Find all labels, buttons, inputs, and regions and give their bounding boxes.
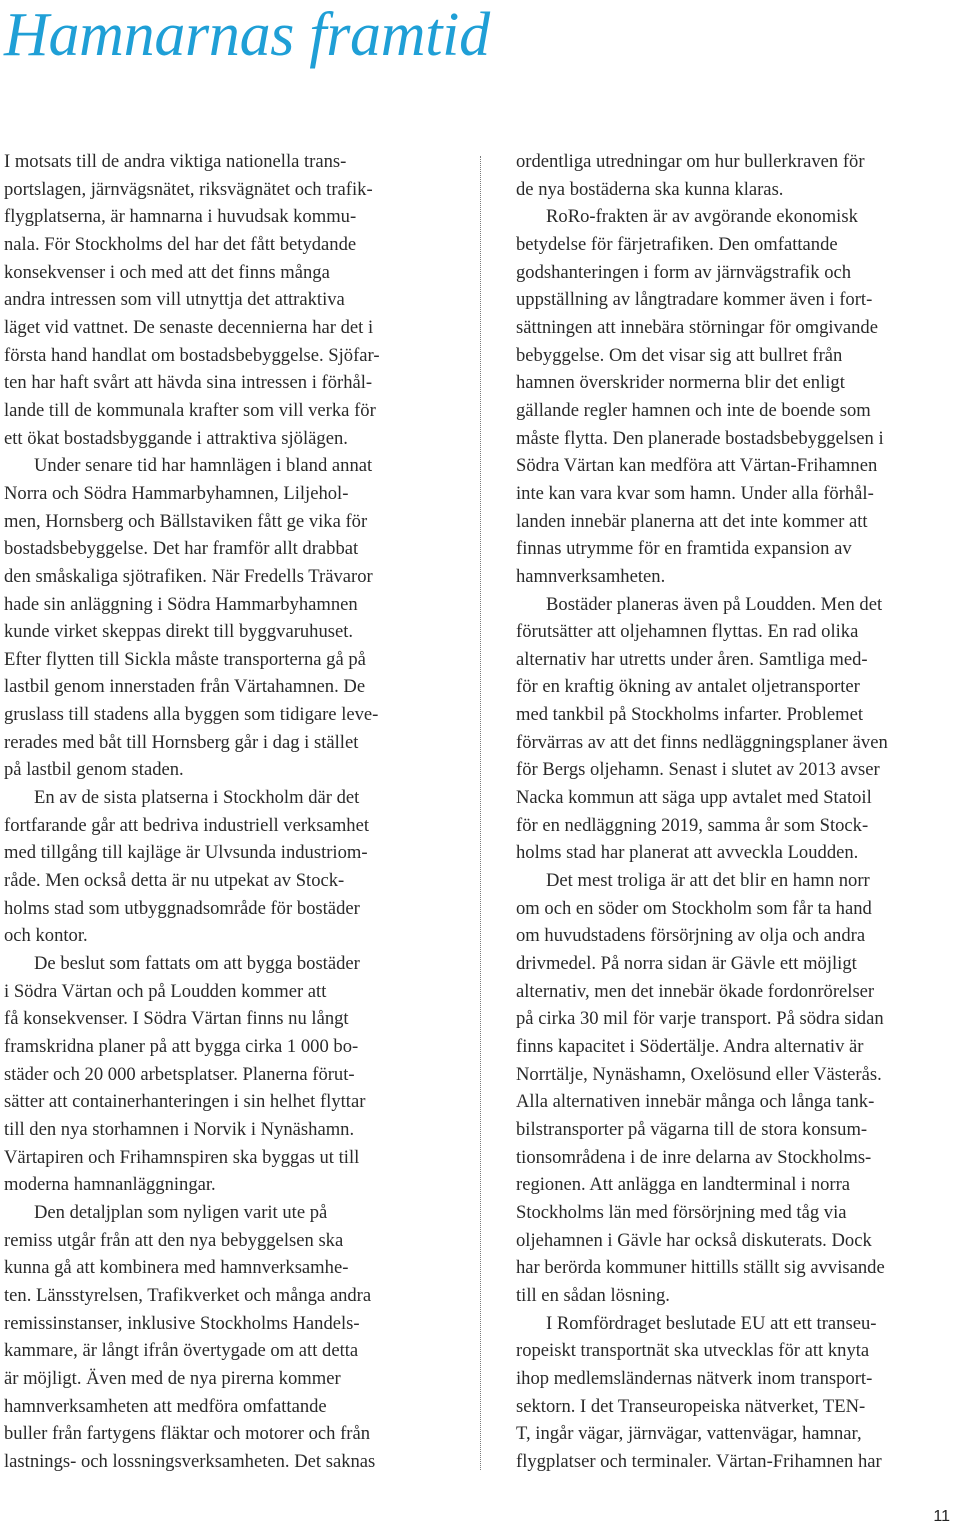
text-line: till en sådan lösning.	[516, 1284, 670, 1306]
text-line: uppställning av långtradare kommer även i fort-	[516, 289, 873, 311]
text-line: om huvudstadens försörjning av olja och andra	[516, 925, 866, 947]
text-line: måste flytta. Den planerade bostadsbebyggelsen i	[516, 427, 884, 449]
text-line: inte kan vara kvar som hamn. Under alla förhål-	[516, 482, 874, 504]
text-line: landen innebär planerna att det inte kommer att	[516, 510, 868, 532]
text-line: holms stad som utbyggnadsområde för bostäder	[4, 897, 360, 919]
text-line: gruslass till stadens alla byggen som tidigare leve-	[4, 704, 379, 726]
text-line: lastnings- och lossningsverksamheten. Det saknas	[4, 1450, 376, 1472]
text-line: råde. Men också detta är nu utpekat av Stock-	[4, 870, 345, 892]
text-line: läget vid vattnet. De senaste decennierna har det i	[4, 316, 374, 338]
text-line: ropeiskt transportnät ska utvecklas för att knyta	[516, 1340, 870, 1362]
text-line: Värtapiren och Frihamnspiren ska byggas ut till	[4, 1146, 360, 1168]
text-line: hamnverksamheten att medföra omfattande	[4, 1395, 327, 1417]
text-line: första hand handlat om bostadsbebyggelse. Sjöfar-	[4, 344, 380, 366]
text-line: hamnen överskrider normerna blir det enligt	[516, 372, 845, 394]
text-line: kunde virket skeppas direkt till byggvaruhuset.	[4, 621, 354, 643]
text-line: oljehamnen i Gävle har också diskuterats. Dock	[516, 1229, 872, 1251]
text-line: tionsområdena i de inre delarna av Stockholms-	[516, 1146, 872, 1168]
text-line: alternativ har utretts under åren. Samtliga med-	[516, 648, 868, 670]
text-line: rerades med båt till Hornsberg går i dag i stället	[4, 731, 359, 753]
text-line: Nacka kommun att säga upp avtalet med Statoil	[516, 787, 872, 809]
text-line: Efter flytten till Sickla måste transporterna gå på	[4, 648, 366, 670]
right-text-column	[516, 148, 960, 1476]
text-line: sättningen att innebära störningar för omgivande	[516, 316, 878, 338]
left-text-column	[4, 148, 452, 1476]
text-line: framskridna planer på att bygga cirka 1 000 bo-	[4, 1036, 359, 1057]
text-line: lastbil genom innerstaden från Värtahamnen. De	[4, 676, 366, 698]
text-line: lande till de kommunala krafter som vill verka för	[4, 399, 376, 421]
text-line: är möjligt. Även med de nya pirerna kommer	[4, 1367, 341, 1389]
text-line: flygplatser och terminaler. Värtan-Frihamnen har	[516, 1450, 882, 1472]
text-line: godshanteringen i form av järnvägstrafik och	[516, 261, 852, 283]
text-line: regionen. Att anlägga en landterminal i norra	[516, 1174, 851, 1196]
text-line: i Södra Värtan och på Loudden kommer att	[4, 980, 327, 1002]
text-line: för en kraftig ökning av antalet oljetransporter	[516, 676, 860, 698]
text-line: Bostäder planeras även på Loudden. Men det	[546, 593, 883, 615]
text-line: remiss utgår från att den nya bebyggelsen ska	[4, 1229, 344, 1251]
text-line: buller från fartygens fläktar och motorer och från	[4, 1423, 371, 1445]
text-line: flygplatserna, är hamnarna i huvudsak kommu-	[4, 206, 357, 228]
text-line: den småskaliga sjötrafiken. När Fredells Trävaror	[4, 565, 373, 587]
text-line: med tillgång till kajläge är Ulvsunda industriom-	[4, 842, 368, 864]
text-line: sektorn. I det Transeuropeiska nätverket, TEN-	[516, 1395, 866, 1417]
text-line: bebyggelse. Om det visar sig att bullret från	[516, 344, 843, 366]
text-line: städer och 20 000 arbetsplatser. Planerna förut-	[4, 1063, 355, 1085]
text-line: alternativ, men det innebär ökade fordonrörelser	[516, 980, 875, 1002]
text-line: de nya bostäderna ska kunna klaras.	[516, 178, 784, 200]
text-line: och kontor.	[4, 925, 88, 947]
text-line: finns kapacitet i Södertälje. Andra alternativ är	[516, 1036, 864, 1057]
text-line: hade sin anläggning i Södra Hammarbyhamnen	[4, 593, 358, 615]
text-line: få konsekvenser. I Södra Värtan finns nu långt	[4, 1008, 349, 1030]
text-line: för en nedläggning 2019, samma år som Stock-	[516, 814, 869, 836]
text-line: Det mest troliga är att det blir en hamn norr	[546, 870, 870, 892]
text-line: förvärras av att det finns nedläggningsplaner även	[516, 731, 888, 753]
text-line: I Romfördraget beslutade EU att ett transeu-	[546, 1312, 877, 1334]
page-title: Hamnarnas framtid	[4, 1, 490, 69]
text-line: bilstransporter på vägarna till de stora konsum-	[516, 1118, 868, 1140]
text-line: drivmedel. På norra sidan är Gävle ett möjligt	[516, 953, 857, 975]
text-line: remissinstanser, inklusive Stockholms Handels-	[4, 1312, 360, 1334]
text-line: Norra och Södra Hammarbyhamnen, Liljehol-	[4, 482, 349, 504]
text-line: har berörda kommuner hittills ställt sig avvisande	[516, 1257, 885, 1279]
text-line: fortfarande går att bedriva industriell verksamhet	[4, 814, 370, 836]
text-line: förutsätter att oljehamnen flyttas. En rad olika	[516, 621, 859, 643]
text-line: på cirka 30 mil för varje transport. På södra sidan	[516, 1008, 884, 1030]
page-number: 11	[933, 1508, 950, 1525]
text-line: hamnverksamheten.	[516, 565, 666, 587]
text-line: ihop medlemsländernas nätverk inom transport-	[516, 1367, 873, 1389]
text-line: om och en söder om Stockholm som får ta hand	[516, 897, 872, 919]
text-line: I motsats till de andra viktiga nationella trans-	[4, 151, 347, 172]
text-line: RoRo-frakten är av avgörande ekonomisk	[546, 206, 858, 228]
text-line: moderna hamnanläggningar.	[4, 1174, 216, 1196]
text-line: Södra Värtan kan medföra att Värtan-Frihamnen	[516, 455, 878, 477]
text-line: Norrtälje, Nynäshamn, Oxelösund eller Västerås.	[516, 1063, 882, 1085]
text-line: på lastbil genom staden.	[4, 759, 184, 781]
text-line: holms stad har planerat att avveckla Loudden.	[516, 842, 859, 864]
text-line: ten har haft svårt att hävda sina intressen i förhål-	[4, 372, 373, 394]
text-line: kunna gå att kombinera med hamnverksamhe-	[4, 1257, 349, 1279]
text-line: bostadsbebyggelse. Det har framför allt drabbat	[4, 538, 359, 560]
text-line: Den detaljplan som nyligen varit ute på	[34, 1201, 328, 1223]
text-line: portslagen, järnvägsnätet, riksvägnätet och trafik-	[4, 178, 373, 200]
text-line: Alla alternativen innebär många och långa tank-	[516, 1091, 875, 1113]
text-line: T, ingår vägar, järnvägar, vattenvägar, hamnar,	[516, 1423, 862, 1445]
text-line: kammare, är långt ifrån övertygade om att detta	[4, 1340, 359, 1362]
text-line: En av de sista platserna i Stockholm där det	[34, 787, 360, 809]
text-line: konsekvenser i och med att det finns många	[4, 261, 330, 283]
text-line: De beslut som fattats om att bygga bostäder	[34, 953, 360, 975]
text-line: ten. Länsstyrelsen, Trafikverket och många andra	[4, 1284, 372, 1306]
text-line: ordentliga utredningar om hur bullerkraven för	[516, 151, 865, 172]
text-line: Under senare tid har hamnlägen i bland annat	[34, 455, 373, 477]
text-line: finnas utrymme för en framtida expansion av	[516, 538, 852, 560]
text-line: men, Hornsberg och Bällstaviken fått ge vika för	[4, 510, 368, 532]
text-line: med tankbil på Stockholms infarter. Problemet	[516, 704, 864, 726]
column-divider	[480, 156, 481, 1470]
text-line: betydelse för färjetrafiken. Den omfattande	[516, 233, 838, 255]
text-line: nala. För Stockholms del har det fått betydande	[4, 233, 357, 255]
text-line: Stockholms län med försörjning med tåg via	[516, 1201, 847, 1223]
text-line: till den nya storhamnen i Norvik i Nynäshamn.	[4, 1118, 355, 1140]
text-line: andra intressen som vill utnyttja det attraktiva	[4, 289, 345, 311]
text-line: för Bergs oljehamn. Senast i slutet av 2013 avser	[516, 759, 880, 781]
text-line: gällande regler hamnen och inte de boende som	[516, 399, 871, 421]
text-line: sätter att containerhanteringen i sin helhet flyttar	[4, 1091, 366, 1113]
text-line: ett ökat bostadsbyggande i attraktiva sjölägen.	[4, 427, 348, 449]
